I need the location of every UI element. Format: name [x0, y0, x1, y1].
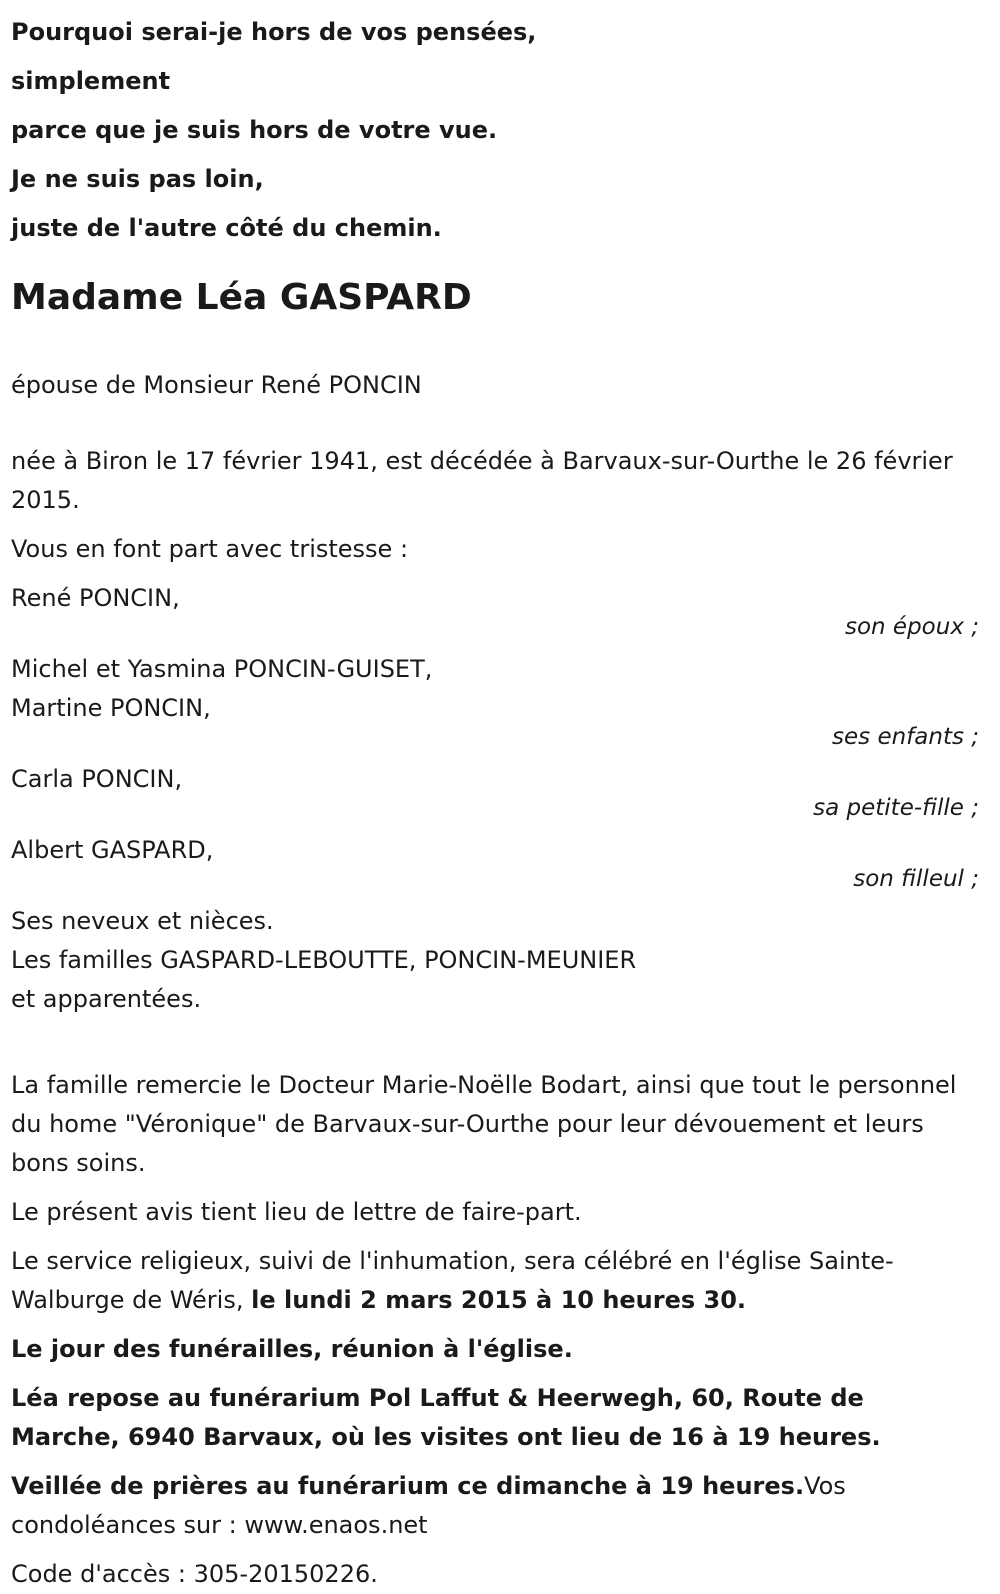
poem-line: parce que je suis hors de votre vue.: [11, 116, 498, 144]
family-name: René PONCIN,: [11, 584, 180, 612]
poem-line: simplement: [11, 67, 171, 95]
family-name: Albert GASPARD,: [11, 836, 214, 864]
poem-line: Je ne suis pas loin,: [11, 165, 264, 193]
family-group-spouse: [11, 579, 979, 640]
service-date: le lundi 2 mars 2015 à 10 heures 30.: [251, 1286, 747, 1314]
family-name: Carla PONCIN,: [11, 765, 183, 793]
service-text: Le service religieux, suivi de l'inhumation, sera célébré en l'église Sainte-Walburge de Wéris,: [11, 1247, 894, 1314]
family-group-children: [11, 650, 979, 750]
relatives-line: et apparentées.: [11, 985, 202, 1013]
relatives-line: Les familles GASPARD-LEBOUTTE, PONCIN-MEUNIER: [11, 946, 637, 974]
announcement: Vous en font part avec tristesse :: [11, 535, 409, 563]
vigil-paragraph: [11, 1467, 979, 1545]
deceased-name: Madame Léa GASPARD: [11, 277, 472, 318]
condolences-text: Vos condoléances sur : www.enaos.net: [11, 1472, 846, 1539]
family-group-godson: [11, 831, 979, 892]
relatives-line: Ses neveux et nièces.: [11, 907, 274, 935]
service-paragraph: [11, 1242, 979, 1320]
obituary-page: [11, 0, 979, 1594]
relatives: [11, 902, 979, 1019]
poem-line: Pourquoi serai-je hors de vos pensées,: [11, 18, 537, 46]
repose-paragraph: Léa repose au funérarium Pol Laffut & Heerwegh, 60, Route de Marche, 6940 Barvaux, où les visites ont lieu de 16 à 19 heures.: [11, 1384, 881, 1451]
thanks-paragraph: La famille remercie le Docteur Marie-Noëlle Bodart, ainsi que tout le personnel du home "Véronique" de Barvaux-sur-Ourthe pour leur dévouement et leurs bons soins.: [11, 1071, 957, 1177]
meeting-paragraph: Le jour des funérailles, réunion à l'église.: [11, 1335, 573, 1363]
family-role: sa petite-fille ;: [813, 795, 979, 821]
family-name: Martine PONCIN,: [11, 694, 211, 722]
family-role: ses enfants ;: [832, 724, 979, 750]
family-name: Michel et Yasmina PONCIN-GUISET,: [11, 655, 433, 683]
family-role: son époux ;: [844, 614, 979, 640]
poem: [11, 0, 979, 253]
access-code: Code d'accès : 305-20150226.: [11, 1560, 378, 1588]
spouse-line: épouse de Monsieur René PONCIN: [11, 371, 422, 399]
notice-paragraph: Le présent avis tient lieu de lettre de faire-part.: [11, 1198, 582, 1226]
family-group-granddaughter: [11, 760, 979, 821]
birth-death-line: née à Biron le 17 février 1941, est décédée à Barvaux-sur-Ourthe le 26 février 2015.: [11, 447, 953, 514]
family-role: son filleul ;: [853, 866, 979, 892]
poem-line: juste de l'autre côté du chemin.: [11, 214, 442, 242]
vigil-text: Veillée de prières au funérarium ce dimanche à 19 heures.: [11, 1472, 805, 1500]
